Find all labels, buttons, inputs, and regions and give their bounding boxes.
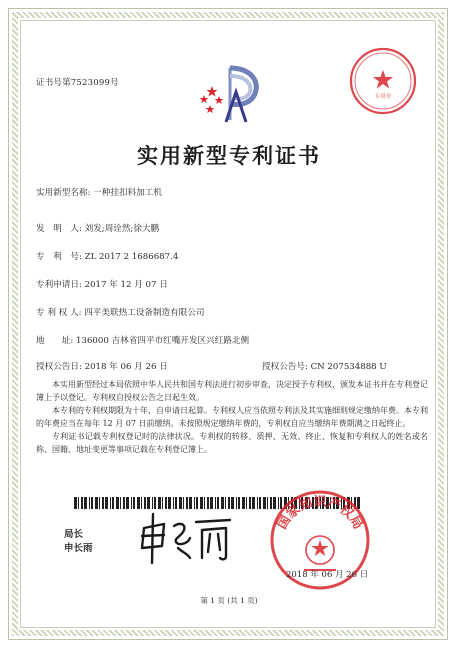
address-label: 地 址: xyxy=(36,336,74,346)
certificate-number: 证书号第7523099号 xyxy=(36,78,119,88)
patent-office-emblem-icon xyxy=(196,62,266,130)
inventor-label: 发 明 人: xyxy=(36,224,82,234)
patent-number-label: 专 利 号: xyxy=(36,252,82,262)
inventor-value: 刘发;周诠然;徐大鹏 xyxy=(84,224,160,234)
director-name: 申长雨 xyxy=(64,543,93,554)
grant-date-value: 2018 年 06 月 26 日 xyxy=(84,362,168,372)
patentee-label: 专 利 权 人: xyxy=(36,308,82,318)
director-labels xyxy=(64,528,93,556)
utility-model-name-field xyxy=(36,186,162,198)
grant-date-field xyxy=(36,360,168,372)
address-value: 136000 吉林省四平市红嘴开发区兴红路北侧 xyxy=(76,336,250,346)
patentee-value: 四平美联热工设备制造有限公司 xyxy=(84,308,205,318)
body-paragraph-1: 本实用新型经过本局依照中华人民共和国专利法进行初步审查，决定授予专利权，颁发本证书并在专利登记簿上予以登记。专利权自授权公告之日起生效。 xyxy=(36,380,428,402)
certificate-title: 实用新型专利证书 xyxy=(137,143,321,168)
filing-date-value: 2017 年 12 月 07 日 xyxy=(84,280,168,290)
grant-number-value: CN 207534888 U xyxy=(310,362,387,372)
page-footer: 第 1 页 (共 1 页) xyxy=(200,596,258,605)
filing-date-label: 专利申请日: xyxy=(36,280,82,290)
patentee-field xyxy=(36,306,205,318)
body-paragraph-2: 本专利的专利权期限为十年，自申请日起算。专利权人应当依照专利法及其实施细则规定缴纳年费。本专利的年费应当在每年 12 月 07 日前缴纳。未按照规定缴纳年费的，专利权自应当缴纳年费期满之日起终止。 xyxy=(36,406,428,428)
certificate-body xyxy=(36,378,428,456)
svg-text:专用章: 专用章 xyxy=(374,94,392,100)
patent-number-field xyxy=(36,250,178,262)
seal-text: 国家知识产权局 xyxy=(274,495,366,533)
director-title: 局长 xyxy=(64,529,84,540)
handwritten-signature xyxy=(130,508,240,568)
grant-number-label: 授权公告号: xyxy=(262,362,308,372)
name-label: 实用新型名称: xyxy=(36,188,91,198)
patent-number-value: ZL 2017 2 1686687.4 xyxy=(84,252,179,262)
body-paragraph-3: 专利证书记载专利权登记时的法律状况。专利权的转移、质押、无效、终止、恢复和专利权人的姓名或名称、国籍、地址变更等事项记载在专利登记簿上。 xyxy=(36,432,428,454)
name-value: 一种挂扣料加工机 xyxy=(93,188,162,198)
grant-number-field xyxy=(262,360,387,372)
address-field xyxy=(36,334,249,346)
filing-date-field xyxy=(36,278,168,290)
signature-date: 2018 年 06 月 26 日 xyxy=(286,570,369,580)
inventor-field xyxy=(36,222,159,234)
grant-date-label: 授权公告日: xyxy=(36,362,82,372)
review-seal-stamp xyxy=(348,46,418,116)
svg-text:国家知识产权局 xyxy=(274,494,366,532)
